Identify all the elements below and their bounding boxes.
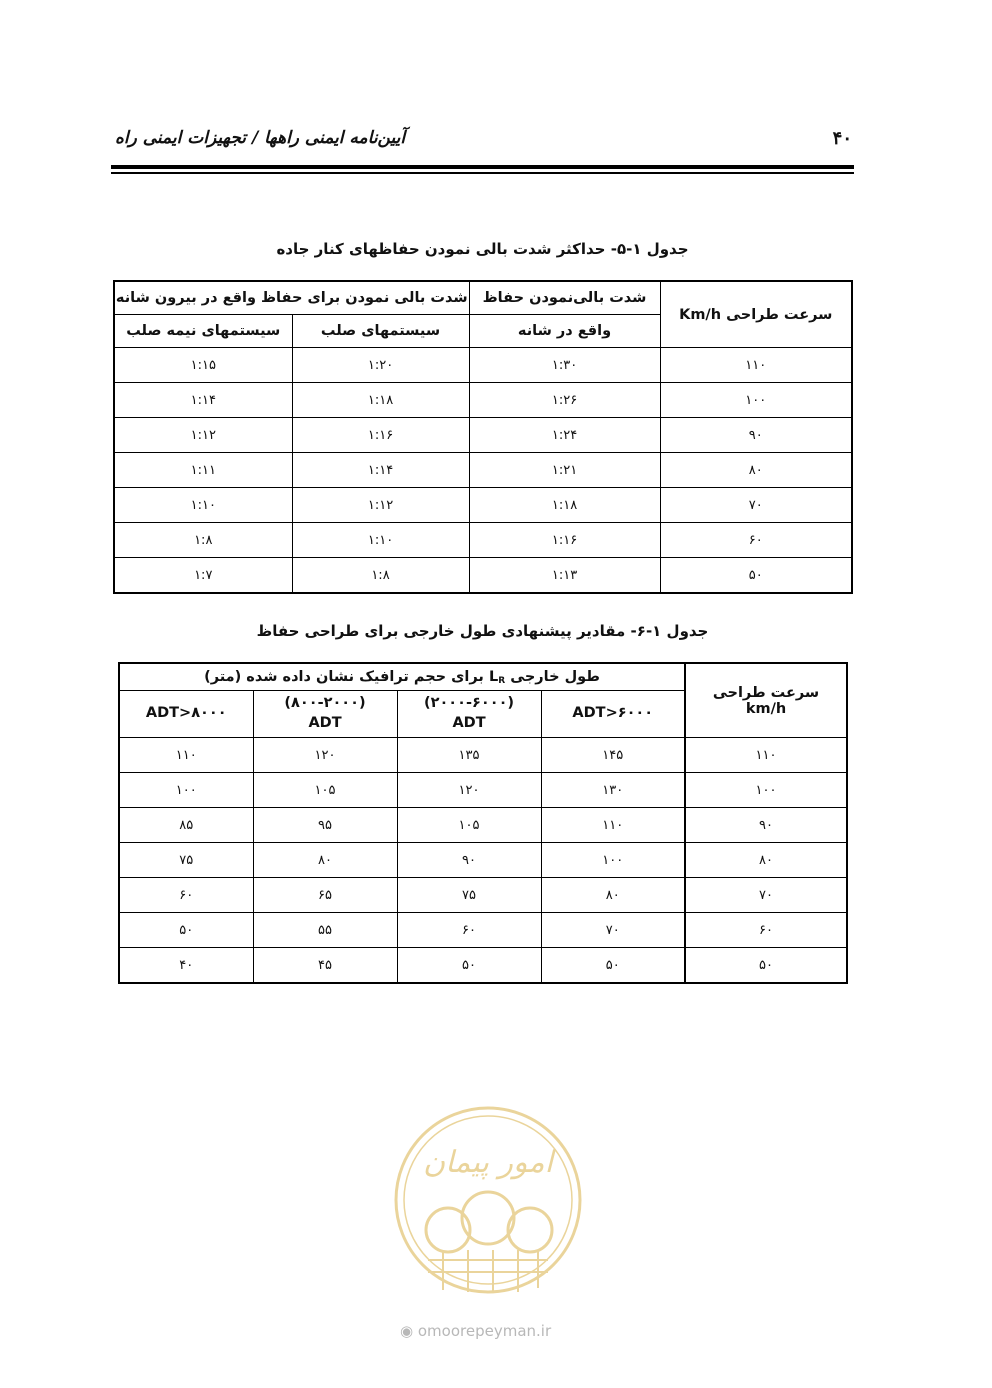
- table2-caption: جدول ۱-۶- مقادیر پیشنهادی طول خارجی برای طراحی حفاظ: [256, 622, 709, 640]
- table-row: [114, 383, 852, 418]
- cell-speed: ۵۰: [685, 948, 847, 984]
- header-adt-800-2000: [253, 691, 397, 738]
- cell-adt-a: ۱۴۵: [541, 738, 685, 773]
- globe-icon: ◉: [400, 1322, 414, 1340]
- cell-adt-a: ۵۰: [541, 948, 685, 984]
- table-row: [119, 843, 847, 878]
- cell-adt-c: ۶۵: [253, 878, 397, 913]
- table-row: [119, 878, 847, 913]
- cell-adt-a: ۱۳۰: [541, 773, 685, 808]
- cell-adt-b: ۹۰: [397, 843, 541, 878]
- cell-speed: ۱۱۰: [660, 348, 852, 383]
- header-shoulder-line2: واقع در شانه: [469, 315, 660, 348]
- cell-rigid: ۱:۸: [292, 558, 469, 594]
- cell-adt-b: ۱۳۵: [397, 738, 541, 773]
- header-shoulder-line1: شدت بالی‌نمودن حفاظ: [469, 281, 660, 315]
- cell-semirigid: ۱:۱۱: [114, 453, 292, 488]
- cell-adt-a: ۸۰: [541, 878, 685, 913]
- cell-semirigid: ۱:۱۴: [114, 383, 292, 418]
- header-design-speed: سرعت طراحی Km/h: [660, 281, 852, 348]
- cell-rigid: ۱:۱۲: [292, 488, 469, 523]
- watermark-logo-text: امور پیمان: [423, 1145, 553, 1180]
- table-row: [114, 418, 852, 453]
- cell-adt-c: ۹۵: [253, 808, 397, 843]
- cell-adt-c: ۵۵: [253, 913, 397, 948]
- cell-adt-c: ۴۵: [253, 948, 397, 984]
- header-adt-range: (۸۰۰-۲۰۰۰): [284, 695, 366, 712]
- table-row: [114, 523, 852, 558]
- cell-semirigid: ۱:۱۰: [114, 488, 292, 523]
- cell-rigid: ۱:۱۶: [292, 418, 469, 453]
- cell-rigid: ۱:۱۴: [292, 453, 469, 488]
- table-row: [114, 488, 852, 523]
- barrier-flare-rate-table: [113, 280, 853, 594]
- cell-shoulder: ۱:۱۶: [469, 523, 660, 558]
- header-adt-unit: ADT: [452, 715, 486, 731]
- cell-adt-d: ۷۵: [119, 843, 253, 878]
- cell-speed: ۱۱۰: [685, 738, 847, 773]
- cell-shoulder: ۱:۲۱: [469, 453, 660, 488]
- table-row: [114, 348, 852, 383]
- cell-speed: ۱۰۰: [660, 383, 852, 418]
- cell-adt-a: ۱۰۰: [541, 843, 685, 878]
- table-row: [119, 738, 847, 773]
- header-rule-thick: [111, 165, 854, 169]
- header-adt-over-6000: ADT>۶۰۰۰: [541, 691, 685, 738]
- header-adt-over-8000: ADT>۸۰۰۰: [119, 691, 253, 738]
- cell-speed: ۹۰: [660, 418, 852, 453]
- cell-adt-b: ۵۰: [397, 948, 541, 984]
- header-design-speed: [685, 663, 847, 738]
- cell-adt-d: ۴۰: [119, 948, 253, 984]
- cell-adt-d: ۸۵: [119, 808, 253, 843]
- cell-speed: ۷۰: [685, 878, 847, 913]
- header-length-of-need: [119, 663, 685, 691]
- table-row: [119, 913, 847, 948]
- cell-adt-c: ۱۲۰: [253, 738, 397, 773]
- cell-shoulder: ۱:۳۰: [469, 348, 660, 383]
- header-semirigid-systems: سیستمهای نیمه صلب: [114, 315, 292, 348]
- header-rule-thin: [111, 172, 854, 174]
- cell-adt-b: ۱۰۵: [397, 808, 541, 843]
- cell-shoulder: ۱:۲۴: [469, 418, 660, 453]
- cell-rigid: ۱:۱۰: [292, 523, 469, 558]
- cell-adt-a: ۱۱۰: [541, 808, 685, 843]
- watermark-site: ◉ omoorepeyman.ir: [400, 1322, 552, 1340]
- cell-rigid: ۱:۱۸: [292, 383, 469, 418]
- table1-caption: جدول ۱-۵- حداکثر شدت بالی نمودن حفاظهای کنار جاده: [276, 240, 689, 258]
- table-row: [119, 948, 847, 984]
- header-adt-2000-6000: [397, 691, 541, 738]
- cell-speed: ۹۰: [685, 808, 847, 843]
- header-outside-shoulder: شدت بالی نمودن برای حفاظ واقع در بیرون شانه: [114, 281, 469, 315]
- header-lr-prefix: طول خارجی: [510, 669, 600, 685]
- cell-adt-d: ۵۰: [119, 913, 253, 948]
- cell-rigid: ۱:۲۰: [292, 348, 469, 383]
- cell-adt-c: ۱۰۵: [253, 773, 397, 808]
- cell-shoulder: ۱:۱۸: [469, 488, 660, 523]
- cell-adt-c: ۸۰: [253, 843, 397, 878]
- cell-shoulder: ۱:۱۳: [469, 558, 660, 594]
- cell-adt-d: ۱۰۰: [119, 773, 253, 808]
- cell-speed: ۷۰: [660, 488, 852, 523]
- header-speed-line1: سرعت طراحی: [712, 684, 820, 701]
- cell-shoulder: ۱:۲۶: [469, 383, 660, 418]
- cell-adt-b: ۱۲۰: [397, 773, 541, 808]
- header-lr-symbol: LR: [488, 669, 506, 686]
- cell-adt-a: ۷۰: [541, 913, 685, 948]
- watermark-logo: [388, 1100, 588, 1300]
- table-row: [114, 558, 852, 594]
- header-adt-range: (۲۰۰۰-۶۰۰۰): [423, 695, 515, 712]
- header-rigid-systems: سیستمهای صلب: [292, 315, 469, 348]
- cell-semirigid: ۱:۱۵: [114, 348, 292, 383]
- cell-adt-d: ۶۰: [119, 878, 253, 913]
- running-header-title: آیین‌نامه ایمنی راهها / تجهیزات ایمنی راه: [115, 128, 406, 148]
- header-speed-line2: km/h: [745, 700, 787, 717]
- cell-speed: ۶۰: [685, 913, 847, 948]
- cell-adt-b: ۷۵: [397, 878, 541, 913]
- cell-adt-d: ۱۱۰: [119, 738, 253, 773]
- cell-semirigid: ۱:۷: [114, 558, 292, 594]
- cell-semirigid: ۱:۱۲: [114, 418, 292, 453]
- cell-speed: ۸۰: [660, 453, 852, 488]
- header-lr-suffix: برای حجم ترافیک نشان داده شده (متر): [204, 669, 484, 685]
- table-row: [119, 808, 847, 843]
- cell-adt-b: ۶۰: [397, 913, 541, 948]
- cell-speed: ۶۰: [660, 523, 852, 558]
- table-row: [119, 773, 847, 808]
- cell-speed: ۱۰۰: [685, 773, 847, 808]
- header-adt-unit: ADT: [308, 715, 342, 731]
- cell-speed: ۸۰: [685, 843, 847, 878]
- cell-semirigid: ۱:۸: [114, 523, 292, 558]
- page-number: ۴۰: [832, 128, 852, 149]
- cell-speed: ۵۰: [660, 558, 852, 594]
- table-row: [114, 453, 852, 488]
- length-of-need-table: [118, 662, 848, 984]
